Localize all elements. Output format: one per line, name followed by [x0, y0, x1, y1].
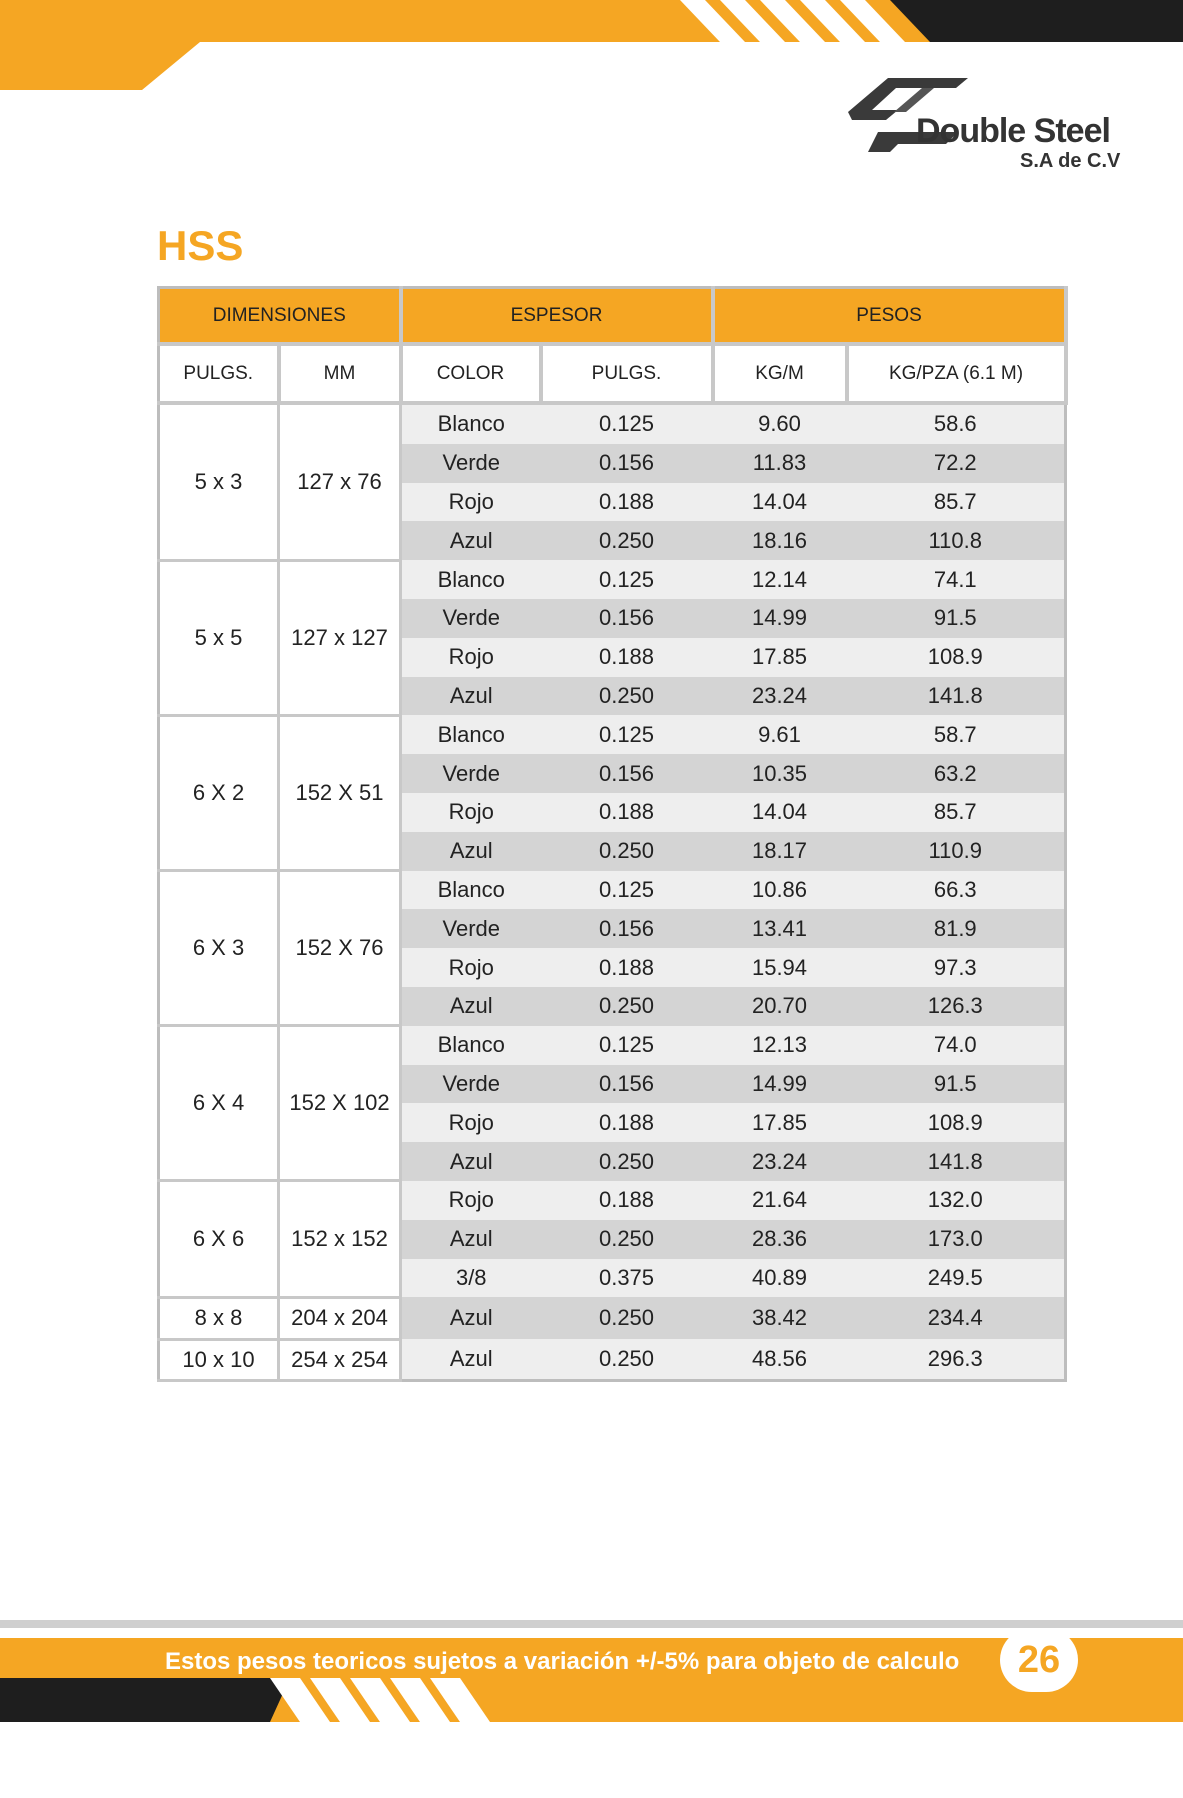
cell-kg-m: 21.64 — [713, 1181, 847, 1220]
cell-espesor: 0.375 — [541, 1259, 713, 1298]
cell-kg-m: 13.41 — [713, 909, 847, 948]
cell-espesor: 0.156 — [541, 909, 713, 948]
cell-kg-pza: 81.9 — [847, 909, 1066, 948]
header-kg-pza: KG/PZA (6.1 M) — [847, 344, 1066, 403]
cell-kg-pza: 108.9 — [847, 1103, 1066, 1142]
cell-espesor: 0.125 — [541, 871, 713, 910]
cell-kg-m: 15.94 — [713, 948, 847, 987]
cell-espesor: 0.250 — [541, 987, 713, 1026]
cell-espesor: 0.156 — [541, 444, 713, 483]
cell-kg-pza: 110.8 — [847, 521, 1066, 560]
cell-pulgs: 6 X 2 — [159, 715, 279, 870]
header-mm: MM — [279, 344, 401, 403]
cell-kg-m: 14.99 — [713, 1065, 847, 1104]
cell-kg-pza: 74.1 — [847, 560, 1066, 599]
cell-color: Verde — [401, 1065, 541, 1104]
cell-color: Azul — [401, 1220, 541, 1259]
cell-mm: 254 x 254 — [279, 1339, 401, 1381]
cell-color: Verde — [401, 444, 541, 483]
cell-color: Rojo — [401, 793, 541, 832]
cell-kg-m: 20.70 — [713, 987, 847, 1026]
cell-espesor: 0.156 — [541, 1065, 713, 1104]
cell-color: Blanco — [401, 715, 541, 754]
header-pulgs: PULGS. — [159, 344, 279, 403]
table-row — [159, 1026, 1066, 1065]
cell-color: Blanco — [401, 403, 541, 444]
cell-espesor: 0.125 — [541, 1026, 713, 1065]
cell-kg-pza: 63.2 — [847, 754, 1066, 793]
cell-espesor: 0.188 — [541, 638, 713, 677]
cell-kg-pza: 91.5 — [847, 599, 1066, 638]
cell-espesor: 0.156 — [541, 599, 713, 638]
cell-kg-m: 40.89 — [713, 1259, 847, 1298]
cell-color: Rojo — [401, 1181, 541, 1220]
cell-color: Verde — [401, 599, 541, 638]
cell-kg-m: 28.36 — [713, 1220, 847, 1259]
cell-kg-m: 14.04 — [713, 483, 847, 522]
footer-note: Estos pesos teoricos sujetos a variación +/-5% para objeto de calculo — [165, 1648, 960, 1675]
cell-kg-pza: 91.5 — [847, 1065, 1066, 1104]
cell-kg-m: 14.04 — [713, 793, 847, 832]
cell-kg-pza: 110.9 — [847, 832, 1066, 871]
cell-mm: 152 X 102 — [279, 1026, 401, 1181]
cell-mm: 152 x 152 — [279, 1181, 401, 1297]
table-row — [159, 1181, 1066, 1220]
table-row — [159, 1339, 1066, 1381]
cell-kg-m: 17.85 — [713, 1103, 847, 1142]
cell-mm: 127 x 76 — [279, 403, 401, 560]
brand-logo — [838, 72, 1128, 182]
table-body — [159, 403, 1066, 1381]
cell-color: Blanco — [401, 560, 541, 599]
cell-espesor: 0.188 — [541, 483, 713, 522]
cell-kg-pza: 234.4 — [847, 1297, 1066, 1339]
cell-kg-m: 23.24 — [713, 677, 847, 716]
cell-kg-pza: 58.7 — [847, 715, 1066, 754]
header-dimensiones: DIMENSIONES — [159, 288, 401, 345]
cell-color: Rojo — [401, 638, 541, 677]
table-row — [159, 560, 1066, 599]
hss-table-container — [157, 286, 1064, 1401]
cell-kg-m: 9.60 — [713, 403, 847, 444]
cell-kg-m: 18.16 — [713, 521, 847, 560]
cell-kg-pza: 296.3 — [847, 1339, 1066, 1381]
cell-kg-m: 12.14 — [713, 560, 847, 599]
cell-espesor: 0.250 — [541, 832, 713, 871]
cell-kg-m: 14.99 — [713, 599, 847, 638]
cell-kg-pza: 85.7 — [847, 483, 1066, 522]
cell-espesor: 0.188 — [541, 948, 713, 987]
table-row — [159, 1297, 1066, 1339]
cell-pulgs: 6 X 6 — [159, 1181, 279, 1297]
cell-espesor: 0.250 — [541, 1297, 713, 1339]
cell-espesor: 0.250 — [541, 1142, 713, 1181]
cell-kg-pza: 141.8 — [847, 677, 1066, 716]
cell-kg-m: 11.83 — [713, 444, 847, 483]
cell-mm: 152 X 51 — [279, 715, 401, 870]
cell-kg-m: 18.17 — [713, 832, 847, 871]
cell-kg-pza: 173.0 — [847, 1220, 1066, 1259]
cell-color: Rojo — [401, 483, 541, 522]
cell-kg-pza: 66.3 — [847, 871, 1066, 910]
cell-kg-pza: 97.3 — [847, 948, 1066, 987]
cell-color: 3/8 — [401, 1259, 541, 1298]
cell-color: Azul — [401, 987, 541, 1026]
cell-mm: 127 x 127 — [279, 560, 401, 715]
header-pesos: PESOS — [713, 288, 1066, 345]
cell-kg-pza: 108.9 — [847, 638, 1066, 677]
header-espesor: ESPESOR — [401, 288, 713, 345]
cell-kg-m: 38.42 — [713, 1297, 847, 1339]
cell-kg-pza: 72.2 — [847, 444, 1066, 483]
cell-color: Azul — [401, 832, 541, 871]
cell-color: Azul — [401, 1142, 541, 1181]
cell-espesor: 0.188 — [541, 1103, 713, 1142]
cell-kg-pza: 141.8 — [847, 1142, 1066, 1181]
header-group-row — [159, 288, 1066, 345]
header-espesor-pulgs: PULGS. — [541, 344, 713, 403]
cell-espesor: 0.250 — [541, 521, 713, 560]
cell-espesor: 0.250 — [541, 677, 713, 716]
cell-kg-m: 12.13 — [713, 1026, 847, 1065]
brand-name: Double Steel — [916, 112, 1110, 150]
cell-kg-m: 10.35 — [713, 754, 847, 793]
cell-color: Verde — [401, 754, 541, 793]
cell-color: Azul — [401, 677, 541, 716]
cell-pulgs: 8 x 8 — [159, 1297, 279, 1339]
cell-espesor: 0.156 — [541, 754, 713, 793]
cell-pulgs: 6 X 3 — [159, 871, 279, 1026]
cell-espesor: 0.125 — [541, 403, 713, 444]
cell-espesor: 0.250 — [541, 1220, 713, 1259]
cell-mm: 152 X 76 — [279, 871, 401, 1026]
cell-kg-pza: 85.7 — [847, 793, 1066, 832]
cell-pulgs: 6 X 4 — [159, 1026, 279, 1181]
cell-kg-pza: 132.0 — [847, 1181, 1066, 1220]
table-row — [159, 403, 1066, 444]
cell-color: Blanco — [401, 1026, 541, 1065]
cell-color: Verde — [401, 909, 541, 948]
cell-espesor: 0.125 — [541, 715, 713, 754]
page-title: HSS — [157, 222, 244, 269]
cell-kg-m: 17.85 — [713, 638, 847, 677]
cell-pulgs: 10 x 10 — [159, 1339, 279, 1381]
page-number: 26 — [1000, 1628, 1078, 1692]
cell-kg-m: 23.24 — [713, 1142, 847, 1181]
cell-color: Azul — [401, 1339, 541, 1381]
header-column-row — [159, 344, 1066, 403]
cell-color: Rojo — [401, 1103, 541, 1142]
cell-pulgs: 5 x 5 — [159, 560, 279, 715]
cell-color: Blanco — [401, 871, 541, 910]
cell-kg-pza: 249.5 — [847, 1259, 1066, 1298]
cell-pulgs: 5 x 3 — [159, 403, 279, 560]
table-row — [159, 871, 1066, 910]
cell-espesor: 0.188 — [541, 1181, 713, 1220]
cell-color: Azul — [401, 521, 541, 560]
header-color: COLOR — [401, 344, 541, 403]
table-row — [159, 715, 1066, 754]
cell-kg-m: 9.61 — [713, 715, 847, 754]
header-kg-m: KG/M — [713, 344, 847, 403]
cell-kg-pza: 126.3 — [847, 987, 1066, 1026]
cell-espesor: 0.125 — [541, 560, 713, 599]
cell-color: Azul — [401, 1297, 541, 1339]
cell-kg-m: 10.86 — [713, 871, 847, 910]
cell-espesor: 0.188 — [541, 793, 713, 832]
cell-color: Rojo — [401, 948, 541, 987]
cell-kg-m: 48.56 — [713, 1339, 847, 1381]
cell-mm: 204 x 204 — [279, 1297, 401, 1339]
cell-kg-pza: 58.6 — [847, 403, 1066, 444]
hss-table — [157, 286, 1068, 1382]
cell-kg-pza: 74.0 — [847, 1026, 1066, 1065]
brand-subtitle: S.A de C.V — [1020, 150, 1121, 172]
cell-espesor: 0.250 — [541, 1339, 713, 1381]
